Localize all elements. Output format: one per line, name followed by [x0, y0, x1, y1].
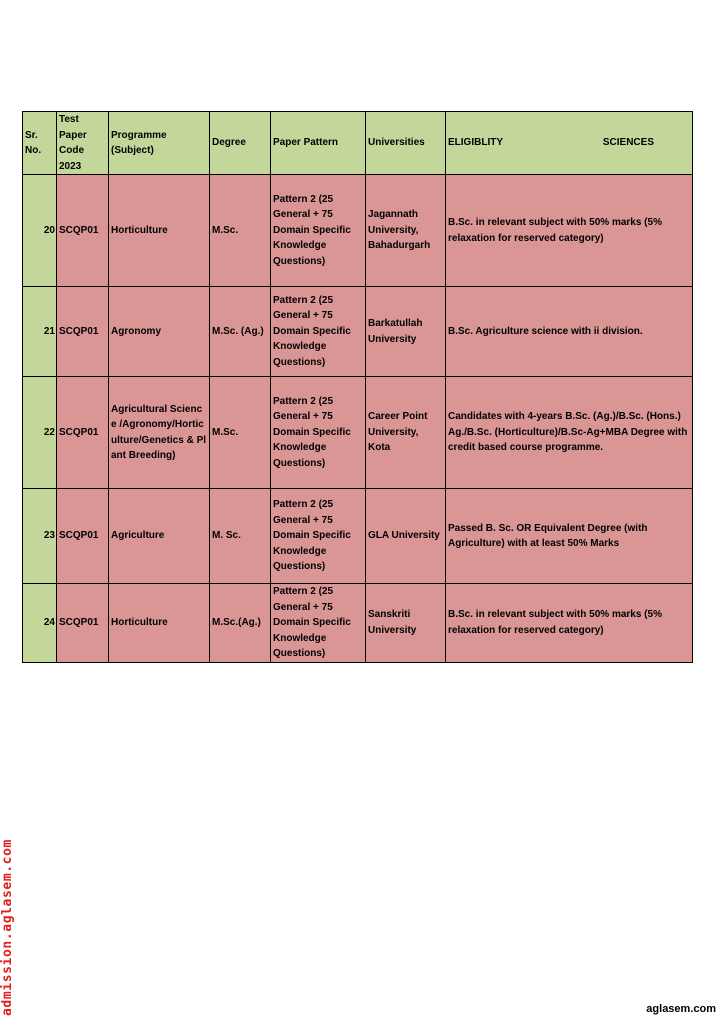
table-header-row — [23, 112, 693, 175]
stream-label: SCIENCES — [602, 137, 654, 149]
cell-degree: M.Sc. — [210, 377, 271, 489]
cell-code: SCQP01 — [57, 287, 109, 377]
cell-university: Jagannath University, Bahadurgarh — [366, 175, 446, 287]
cell-degree: M. Sc. — [210, 489, 271, 584]
table-row — [23, 287, 693, 377]
cell-code: SCQP01 — [57, 175, 109, 287]
cell-eligibility: B.Sc. in relevant subject with 50% marks (5% relaxation for reserved category) — [446, 584, 693, 663]
cell-sr: 21 — [23, 287, 57, 377]
cell-code: SCQP01 — [57, 489, 109, 584]
col-header-pattern: Paper Pattern — [271, 112, 366, 175]
cell-pattern: Pattern 2 (25 General + 75 Domain Specific Knowledge Questions) — [271, 175, 366, 287]
col-header-eligibility — [446, 112, 693, 175]
cell-sr: 22 — [23, 377, 57, 489]
cell-programme: Agriculture — [109, 489, 210, 584]
cell-sr: 24 — [23, 584, 57, 663]
cell-degree: M.Sc.(Ag.) — [210, 584, 271, 663]
col-header-universities: Universities — [366, 112, 446, 175]
col-header-code: Test Paper Code 2023 — [57, 112, 109, 175]
table-row — [23, 489, 693, 584]
site-watermark: admission.aglasem.com — [0, 839, 15, 1016]
cell-pattern: Pattern 2 (25 General + 75 Domain Specific Knowledge Questions) — [271, 287, 366, 377]
col-header-programme: Programme (Subject) — [109, 112, 210, 175]
col-header-degree: Degree — [210, 112, 271, 175]
cell-degree: M.Sc. — [210, 175, 271, 287]
cell-sr: 23 — [23, 489, 57, 584]
cell-programme: Horticulture — [109, 584, 210, 663]
cell-pattern: Pattern 2 (25 General + 75 Domain Specific Knowledge Questions) — [271, 377, 366, 489]
cell-degree: M.Sc. (Ag.) — [210, 287, 271, 377]
cell-eligibility: Passed B. Sc. OR Equivalent Degree (with Agriculture) with at least 50% Marks — [446, 489, 693, 584]
cell-eligibility: B.Sc. in relevant subject with 50% marks (5% relaxation for reserved category) — [446, 175, 693, 287]
cell-eligibility: Candidates with 4-years B.Sc. (Ag.)/B.Sc. (Hons.) Ag./B.Sc. (Horticulture)/B.Sc-Ag+MBA Degree with credit based course programme. — [446, 377, 693, 489]
cell-university: Sanskriti University — [366, 584, 446, 663]
cell-sr: 20 — [23, 175, 57, 287]
table-row — [23, 175, 693, 287]
cell-code: SCQP01 — [57, 584, 109, 663]
cell-programme: Horticulture — [109, 175, 210, 287]
col-header-sr: Sr. No. — [23, 112, 57, 175]
cell-university: Barkatullah University — [366, 287, 446, 377]
cell-pattern: Pattern 2 (25 General + 75 Domain Specific Knowledge Questions) — [271, 489, 366, 584]
cell-programme: Agricultural Science /Agronomy/Horticulture/Genetics & Plant Breeding) — [109, 377, 210, 489]
cell-university: GLA University — [366, 489, 446, 584]
table-row — [23, 584, 693, 663]
cell-code: SCQP01 — [57, 377, 109, 489]
footer-brand: aglasem.com — [646, 1003, 716, 1015]
table-row — [23, 377, 693, 489]
eligibility-label: ELIGIBLITY — [448, 137, 503, 149]
cell-programme: Agronomy — [109, 287, 210, 377]
cell-pattern: Pattern 2 (25 General + 75 Domain Specific Knowledge Questions) — [271, 584, 366, 663]
cell-university: Career Point University, Kota — [366, 377, 446, 489]
cell-eligibility: B.Sc. Agriculture science with ii division. — [446, 287, 693, 377]
eligibility-table — [22, 111, 693, 663]
